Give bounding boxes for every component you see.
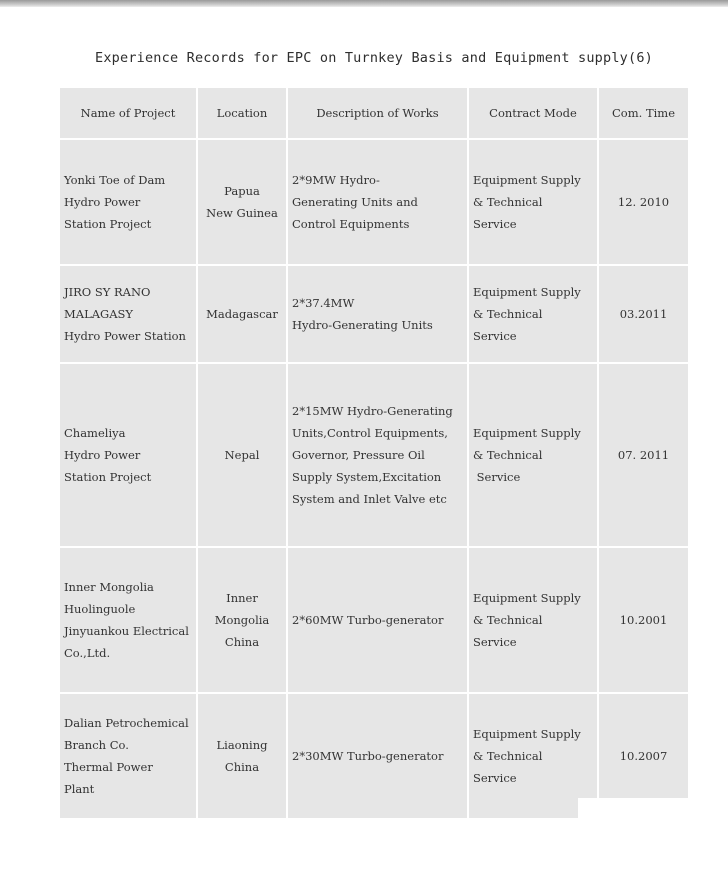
contract-mode-line: Equipment Supply	[473, 285, 581, 299]
project-name-cell	[59, 363, 197, 547]
location-line: Liaoning	[216, 738, 268, 752]
description-cell	[287, 265, 468, 363]
project-name-line: Hydro Power	[64, 195, 141, 209]
project-name-line: Branch Co.	[64, 738, 129, 752]
location-cell	[197, 265, 287, 363]
location-cell	[197, 547, 287, 693]
location-cell	[197, 363, 287, 547]
description-line: 2*37.4MW	[292, 296, 355, 310]
project-name-line: Jinyuankou Electrical	[64, 624, 189, 638]
header-contract-mode: Contract Mode	[468, 87, 598, 139]
header-description-of-works: Description of Works	[287, 87, 468, 139]
project-name-line: Thermal Power	[64, 760, 153, 774]
project-name-cell	[59, 547, 197, 693]
description-cell	[287, 547, 468, 693]
location-line: Madagascar	[206, 307, 278, 321]
project-name-line: Co.,Ltd.	[64, 646, 111, 660]
location-line: China	[224, 635, 260, 649]
contract-mode-line: Service	[473, 771, 517, 785]
table-row	[59, 139, 689, 265]
project-name-line: Dalian Petrochemical	[64, 716, 189, 730]
project-name-cell	[59, 265, 197, 363]
description-line: Supply System,Excitation	[292, 470, 442, 484]
location-line: New Guinea	[206, 206, 278, 220]
project-name-line: Station Project	[64, 217, 152, 231]
contract-mode-line: Service	[473, 470, 521, 484]
header-name-of-project: Name of Project	[59, 87, 197, 139]
contract-mode-line: Equipment Supply	[473, 591, 581, 605]
project-name-line: Hydro Power Station	[64, 329, 186, 343]
project-name-line: Chameliya	[64, 426, 126, 440]
location-line: Inner	[226, 591, 258, 605]
document-title: Experience Records for EPC on Turnkey Basis and Equipment supply(6)	[95, 50, 653, 66]
project-name-line: JIRO SY RANO	[64, 285, 151, 299]
project-name-line: Inner Mongolia	[64, 580, 154, 594]
contract-mode-cell	[468, 363, 598, 547]
contract-mode-line: Service	[473, 635, 517, 649]
project-name-line: Yonki Toe of Dam	[64, 173, 166, 187]
description-line: 2*60MW Turbo-generator	[292, 613, 444, 627]
table-corner-cutout	[578, 798, 690, 822]
description-cell	[287, 139, 468, 265]
table-row	[59, 265, 689, 363]
header-location: Location	[197, 87, 287, 139]
project-name-line: Station Project	[64, 470, 152, 484]
description-line: System and Inlet Valve etc	[292, 492, 447, 506]
contract-mode-line: Equipment Supply	[473, 426, 581, 440]
completion-time-cell: 10.2007	[598, 693, 689, 819]
contract-mode-line: & Technical	[473, 195, 543, 209]
project-name-line: Hydro Power	[64, 448, 141, 462]
contract-mode-line: & Technical	[473, 307, 543, 321]
contract-mode-line: Equipment Supply	[473, 727, 581, 741]
description-line: Units,Control Equipments,	[292, 426, 448, 440]
table-row	[59, 363, 689, 547]
completion-time-cell: 03.2011	[598, 265, 689, 363]
description-line: 2*9MW Hydro-	[292, 173, 380, 187]
contract-mode-line: & Technical	[473, 448, 543, 462]
top-window-border	[0, 0, 728, 7]
project-name-cell	[59, 693, 197, 819]
completion-time-cell: 10.2001	[598, 547, 689, 693]
project-name-cell	[59, 139, 197, 265]
location-line: China	[224, 760, 260, 774]
contract-mode-line: & Technical	[473, 749, 543, 763]
contract-mode-cell	[468, 139, 598, 265]
description-line: Control Equipments	[292, 217, 410, 231]
contract-mode-line: Service	[473, 217, 517, 231]
location-line: Papua	[224, 184, 260, 198]
location-cell	[197, 139, 287, 265]
table-row	[59, 547, 689, 693]
contract-mode-cell	[468, 265, 598, 363]
table-header-row	[59, 87, 689, 139]
description-line: Generating Units and	[292, 195, 418, 209]
contract-mode-cell	[468, 547, 598, 693]
experience-records-table	[58, 86, 690, 820]
location-line: Mongolia	[214, 613, 270, 627]
contract-mode-line: Service	[473, 329, 517, 343]
project-name-line: Huolinguole	[64, 602, 136, 616]
description-line: 2*30MW Turbo-generator	[292, 749, 444, 763]
completion-time-cell: 07. 2011	[598, 363, 689, 547]
location-line: Nepal	[224, 448, 260, 462]
description-cell	[287, 693, 468, 819]
location-cell	[197, 693, 287, 819]
description-line: 2*15MW Hydro-Generating	[292, 404, 453, 418]
contract-mode-line: Equipment Supply	[473, 173, 581, 187]
description-line: Governor, Pressure Oil	[292, 448, 425, 462]
description-cell	[287, 363, 468, 547]
description-line: Hydro-Generating Units	[292, 318, 433, 332]
project-name-line: MALAGASY	[64, 307, 133, 321]
contract-mode-line: & Technical	[473, 613, 543, 627]
completion-time-cell: 12. 2010	[598, 139, 689, 265]
header-com-time: Com. Time	[598, 87, 689, 139]
project-name-line: Plant	[64, 782, 95, 796]
